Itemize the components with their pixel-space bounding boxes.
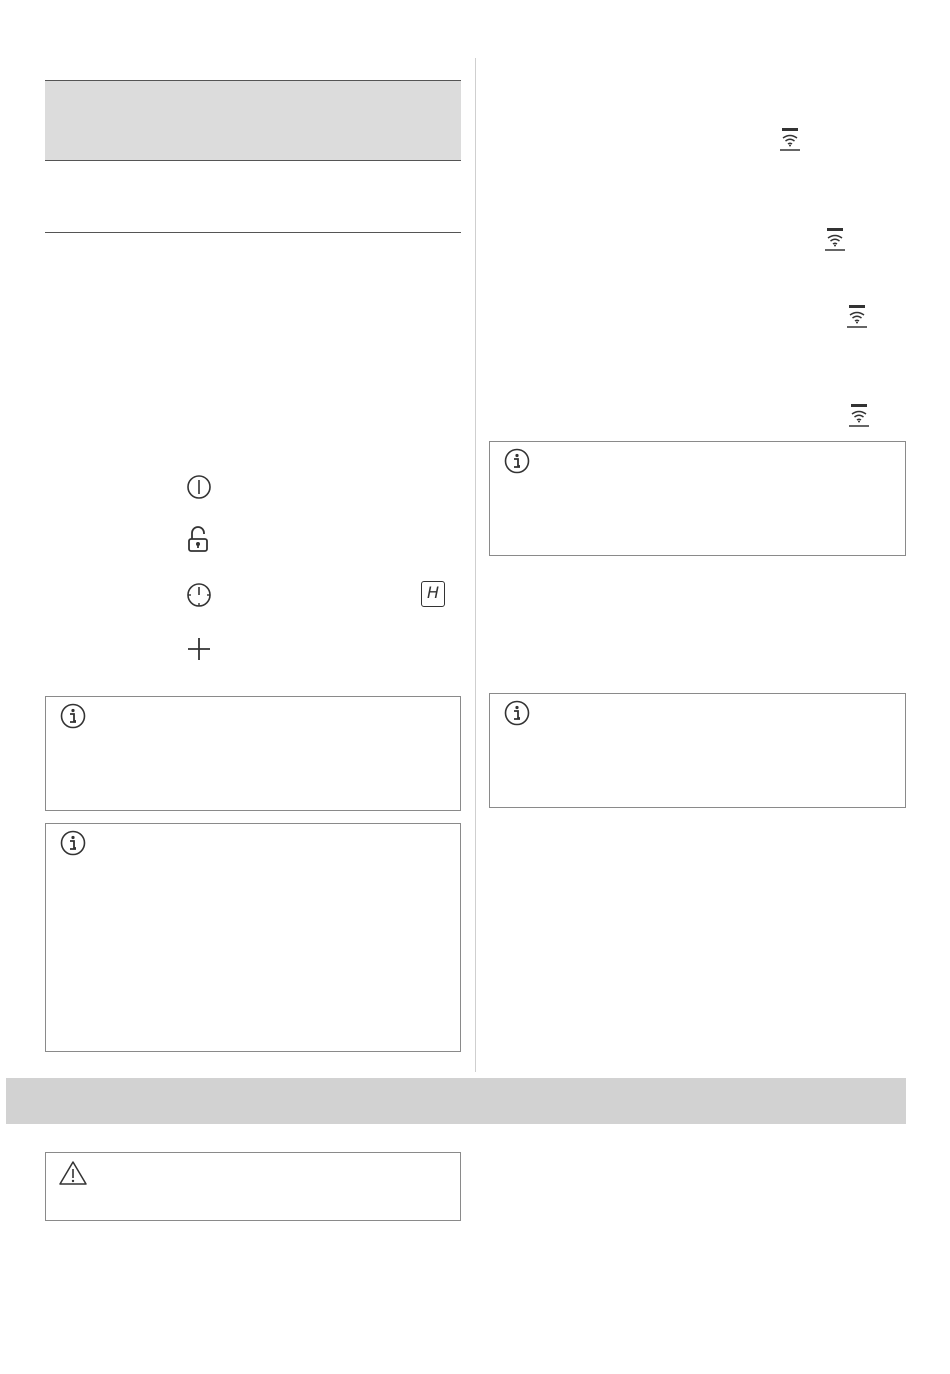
on-off-icon (186, 474, 212, 500)
lock-icon (186, 526, 210, 554)
info-note (45, 696, 461, 811)
hob-to-hood-icon (824, 226, 846, 252)
column-divider (475, 58, 476, 1072)
info-icon (504, 700, 530, 726)
hob-to-hood-icon (779, 126, 801, 152)
h-display-indicator: H (421, 581, 445, 607)
warning-note (45, 1152, 461, 1221)
table-row (45, 160, 461, 233)
hob-to-hood-icon (848, 402, 870, 428)
table-header (45, 80, 461, 161)
plus-icon (186, 636, 212, 662)
info-icon (60, 703, 86, 729)
timer-icon (186, 582, 212, 608)
section-heading-bar (6, 1078, 906, 1124)
info-note (45, 823, 461, 1052)
hob-to-hood-icon (846, 303, 868, 329)
info-icon (60, 830, 86, 856)
info-note (489, 441, 906, 556)
info-note (489, 693, 906, 808)
warning-icon (58, 1159, 88, 1187)
info-icon (504, 448, 530, 474)
